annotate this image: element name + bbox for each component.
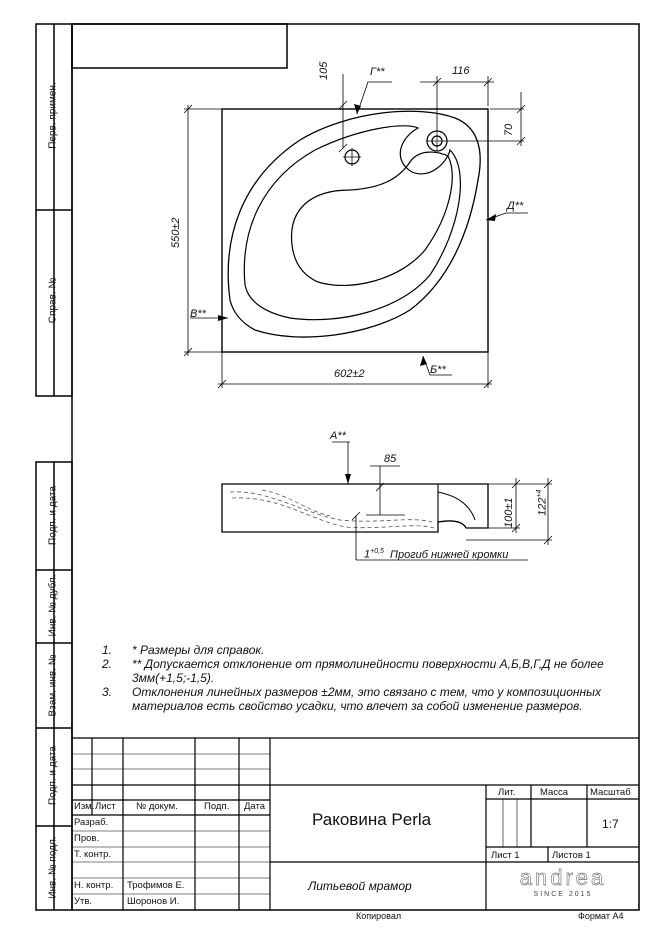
hdr-list: Лист <box>95 801 116 812</box>
material: Литьевой мрамор <box>308 879 412 893</box>
row-prov: Пров. <box>74 833 100 844</box>
note-3-text-cont: материалов есть свойство усадки, что влечет за собой изменение размеров. <box>132 699 583 713</box>
row-n-kontr: Н. контр. <box>74 880 114 891</box>
company-logo <box>490 866 636 906</box>
hdr-podp: Подп. <box>204 801 230 812</box>
dim-1: $1^{+0,5}$ <box>364 548 384 561</box>
plan-dimensions <box>184 74 528 388</box>
mark-d: Д** <box>507 200 524 212</box>
dim-85: 85 <box>384 453 397 465</box>
hdr-izm: Изм. <box>74 801 95 812</box>
utv-name: Шоронов И. <box>127 896 180 907</box>
n-kontr-name: Трофимов Е. <box>127 880 185 891</box>
section-dimensions <box>332 442 552 560</box>
hdr-masshtab: Масштаб <box>590 787 631 798</box>
note-3-text: Отклонения линейных размеров ±2мм, это связано с тем, что у композиционных <box>132 685 601 699</box>
note-2-num: 2. <box>102 657 113 671</box>
label-vzam-inv: Взам. инв. № <box>47 654 59 717</box>
mark-v: В** <box>190 308 206 320</box>
label-inv-podl: Инв. № подл. <box>47 836 59 899</box>
note-2-text-cont: 3мм(+1,5;-1,5). <box>132 671 215 685</box>
drawing-title: Раковина Perla <box>312 810 432 829</box>
dim-550: 550±2 <box>170 217 182 248</box>
hdr-data: Дата <box>244 801 266 812</box>
label-perv-primen: Перв. примен. <box>47 82 59 149</box>
section-view <box>222 484 488 532</box>
mark-a: А** <box>330 430 346 442</box>
mark-g: Г** <box>370 66 385 78</box>
note-1-text: * Размеры для справок. <box>132 643 265 657</box>
label-inv-dubl: Инв. № дубл. <box>47 574 59 637</box>
plan-arrows <box>218 104 496 366</box>
bend-label: Прогиб нижней кромки <box>390 549 509 561</box>
dim-105: 105 <box>318 61 330 80</box>
hdr-no-dokum: № докум. <box>136 801 178 812</box>
row-razrab: Разраб. <box>74 817 109 828</box>
note-1-num: 1. <box>102 643 113 657</box>
note-2-text: ** Допускается отклонение от прямолинейности поверхности А,Б,В,Г,Д не более <box>132 657 604 671</box>
note-3-num: 3. <box>102 685 113 699</box>
hdr-massa: Масса <box>540 787 569 798</box>
mark-b: Б** <box>430 364 446 376</box>
dim-602: 602±2 <box>334 368 365 380</box>
row-utv: Утв. <box>74 896 93 907</box>
logo-word: andrea <box>519 865 607 890</box>
dim-70: 70 <box>503 123 515 136</box>
dim-122: $122^{+4}$ <box>536 489 549 516</box>
dim-116: 116 <box>452 65 470 77</box>
scale-value: 1:7 <box>602 817 619 831</box>
top-stamp-box <box>72 24 287 68</box>
hdr-lit: Лит. <box>498 787 516 798</box>
kopiroval: Копировал <box>356 911 402 921</box>
sheet-no: Лист 1 <box>491 850 520 861</box>
row-t-kontr: Т. контр. <box>74 849 112 860</box>
sheets-count: Листов 1 <box>552 850 591 861</box>
dim-100: 100±1 <box>503 497 515 528</box>
plan-view <box>222 109 488 352</box>
format: Формат А4 <box>578 911 624 921</box>
label-sprav-no: Справ. № <box>47 277 59 324</box>
logo-since: SINCE 2015 <box>533 891 593 898</box>
label-podp-data-1: Подп. и дата <box>47 486 59 545</box>
label-podp-data-2: Подп. и дата <box>47 746 59 805</box>
section-hidden-lines <box>230 490 434 528</box>
